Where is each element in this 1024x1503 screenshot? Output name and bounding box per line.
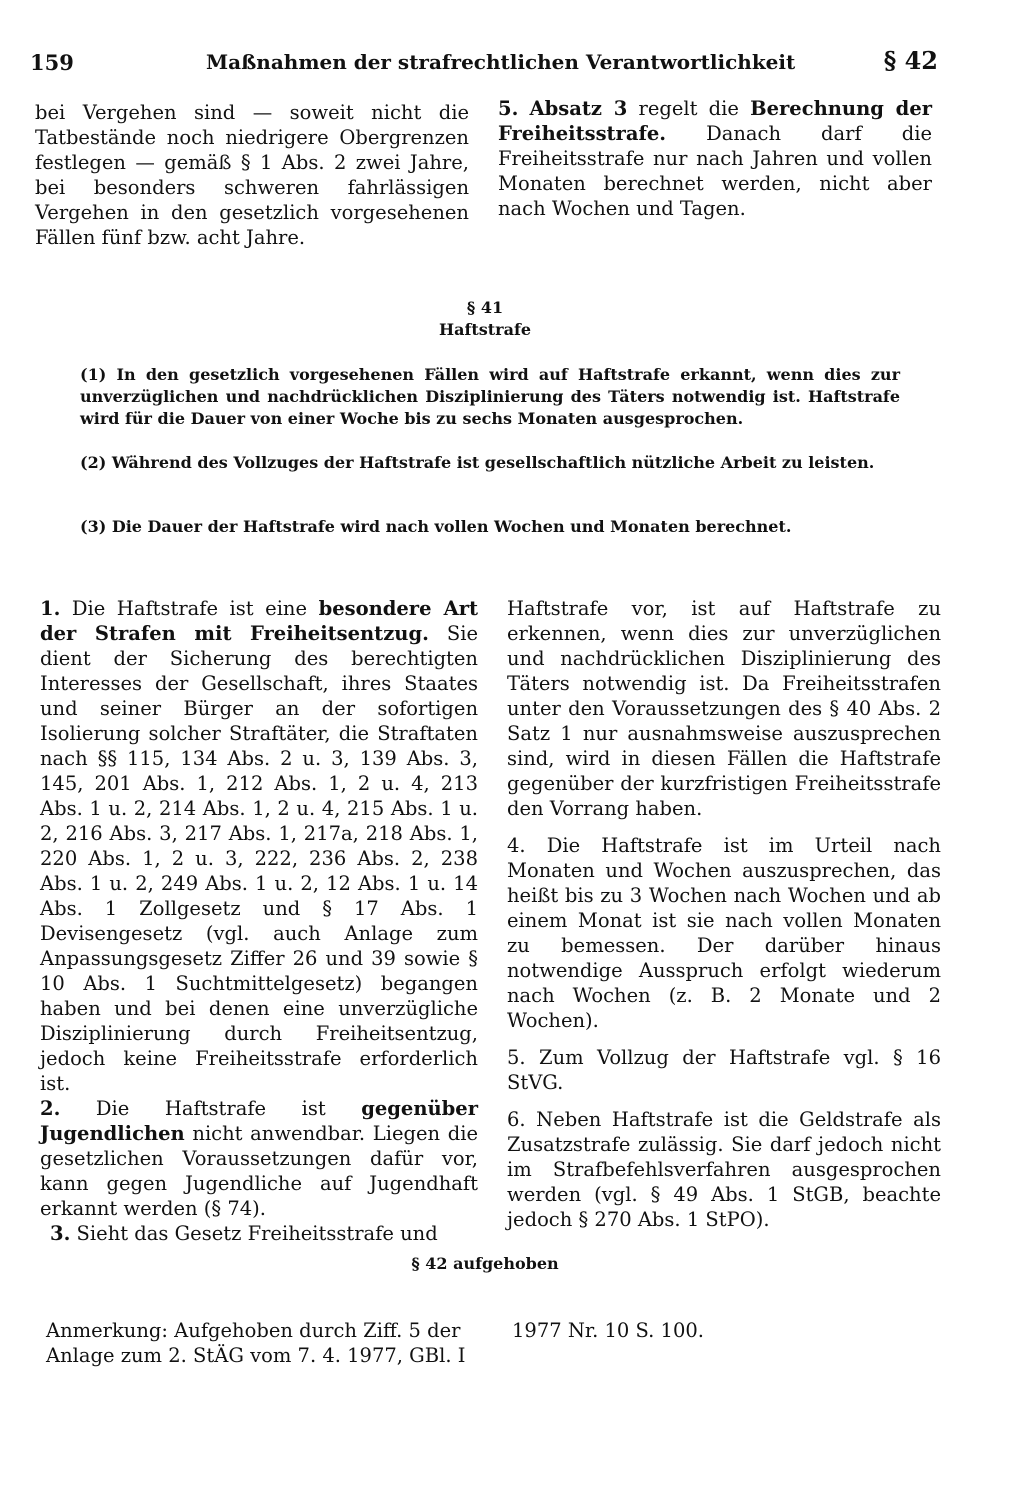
law-text-3: (3) Die Dauer der Haftstrafe wird nach vollen Wochen und Monaten berechnet. bbox=[80, 517, 792, 536]
section-42-heading: § 42 aufgehoben bbox=[411, 1254, 559, 1273]
text-run: regelt die bbox=[627, 97, 751, 120]
section-41-number: § 41 bbox=[466, 298, 504, 317]
top-left-column bbox=[35, 100, 469, 250]
commentary-number-5: 5. bbox=[498, 97, 519, 120]
running-title: Maßnahmen der strafrechtlichen Verantwortlichkeit bbox=[206, 50, 796, 74]
text-run: Sie dient der Sicherung des berechtigten Interesses der Gesellschaft, ihres Staates und seiner Bürger an der sofortigen Isolierung solcher Straftäter, die Straftaten nach §§ 115, 134 Abs. 2 u. 3, 139 Abs. 3, 145, 201 Abs. 1, 212 Abs. 1, 2 u. 4, 213 Abs. 1 u. 2, 214 Abs. 1, 2 u. 4, 215 Abs. 1 u. 2, 216 Abs. 3, 217 Abs. 1, 217a, 218 Abs. 1, 220 Abs. 1, 2 u. 3, 222, 236 Abs. 2, 238 Abs. 1 u. 2, 249 Abs. 1 u. 2, 12 Abs. 1 u. 14 Abs. 1 Zollgesetz und § 17 Abs. 1 Devisengesetz (vgl. auch Anlage zum Anpassungsgesetz Ziffer 26 und 39 sowie § 10 Abs. 1 Suchtmittelgesetz) begangen haben und bei denen eine unverzügliche Disziplinierung durch Freiheitsentzug, jedoch keine Freiheitsstrafe erforderlich ist. bbox=[40, 622, 478, 1095]
commentary-number: 3. bbox=[50, 1222, 71, 1245]
section-41-title: Haftstrafe bbox=[438, 320, 531, 339]
law-paragraph-2 bbox=[80, 452, 900, 474]
bold-term: besondere Art der Strafen mit Freiheitsentzug. bbox=[40, 597, 479, 645]
text-run: Sieht das Gesetz Freiheitsstrafe und bbox=[70, 1222, 438, 1245]
bold-term: gegenüber Jugendlichen bbox=[40, 1097, 478, 1145]
law-text-1: (1) In den gesetzlich vorgesehenen Fällen wird auf Haftstrafe erkannt, wenn dies zur unverzüglichen und nachdrücklichen Disziplinierung des Täters notwendig ist. Haftstrafe wird für die Dauer von einer Woche bis zu sechs Monaten ausgesprochen. bbox=[80, 365, 900, 428]
text-run: Danach darf die Freiheitsstrafe nur nach Jahren und vollen Monaten berechnet werden, nicht aber nach Wochen und Tagen. bbox=[498, 122, 932, 220]
commentary-3-start bbox=[40, 1221, 478, 1246]
header-section: § 42 bbox=[883, 46, 938, 75]
commentary-5: 5. Zum Vollzug der Haftstrafe vgl. § 16 StVG. bbox=[507, 1046, 941, 1094]
commentary-number: 1. bbox=[40, 597, 61, 620]
commentary-3-continued: Haftstrafe vor, ist auf Haftstrafe zu erkennen, wenn dies zur unverzüglichen und nachdrücklichen Disziplinierung des Täters notwendig ist. Da Freiheitsstrafen unter den Voraussetzungen des § 40 Abs. 2 Satz 1 nur ausnahmsweise auszusprechen sind, wird in diesen Fällen die Haftstrafe gegenüber der kurzfristigen Freiheitsstrafe den Vorrang haben. bbox=[507, 597, 941, 820]
bold-term: Berechnung der Freiheitsstrafe. bbox=[498, 97, 932, 145]
law-paragraph-3 bbox=[80, 516, 900, 538]
commentary-1 bbox=[40, 596, 478, 1096]
commentary-2 bbox=[40, 1096, 478, 1221]
commentary-6: 6. Neben Haftstrafe ist die Geldstrafe als Zusatzstrafe zulässig. Sie darf jedoch nicht im Strafbefehlsverfahren ausgesprochen werden (vgl. § 49 Abs. 1 StGB, beachte jedoch § 270 Abs. 1 StPO). bbox=[507, 1108, 941, 1231]
right-column bbox=[507, 596, 941, 1232]
text-run: Die Haftstrafe ist bbox=[60, 1097, 362, 1120]
text-run: Die Haftstrafe ist eine bbox=[60, 597, 319, 620]
page-header bbox=[30, 46, 940, 80]
page-number: 159 bbox=[30, 50, 74, 75]
commentary-4: 4. Die Haftstrafe ist im Urteil nach Monaten und Wochen auszusprechen, das heißt bis zu 3 Wochen nach Wochen und ab einem Monat ist sie nach vollen Monaten zu bemessen. Der darüber hinaus notwendige Ausspruch erfolgt wiederum nach Wochen (z. B. 2 Monate und 2 Wochen). bbox=[507, 834, 941, 1032]
annotation-left: Anmerkung: Aufgehoben durch Ziff. 5 der Anlage zum 2. StÄG vom 7. 4. 1977, GBl. I bbox=[46, 1319, 466, 1367]
text-run: nicht anwendbar. Liegen die gesetzlichen Voraussetzungen dafür vor, kann gegen Jugendliche auf Jugendhaft erkannt werden (§ 74). bbox=[40, 1122, 478, 1220]
annotation-right: 1977 Nr. 10 S. 100. bbox=[512, 1319, 704, 1342]
law-text-2: (2) Während des Vollzuges der Haftstrafe ist gesellschaftlich nützliche Arbeit zu leisten. bbox=[80, 453, 875, 472]
law-paragraph-1 bbox=[80, 364, 900, 430]
absatz-ref: Absatz 3 bbox=[529, 97, 628, 120]
top-right-column bbox=[498, 96, 932, 221]
top-left-paragraph: bei Vergehen sind — soweit nicht die Tatbestände noch niedrigere Obergrenzen festlegen — gemäß § 1 Abs. 2 zwei Jahre, bei besonders schweren fahrlässigen Vergehen in den gesetzlich vorgesehenen Fällen fünf bzw. acht Jahre. bbox=[35, 101, 469, 249]
commentary-number: 2. bbox=[40, 1097, 61, 1120]
top-right-paragraph bbox=[498, 96, 932, 221]
left-column bbox=[40, 596, 478, 1246]
